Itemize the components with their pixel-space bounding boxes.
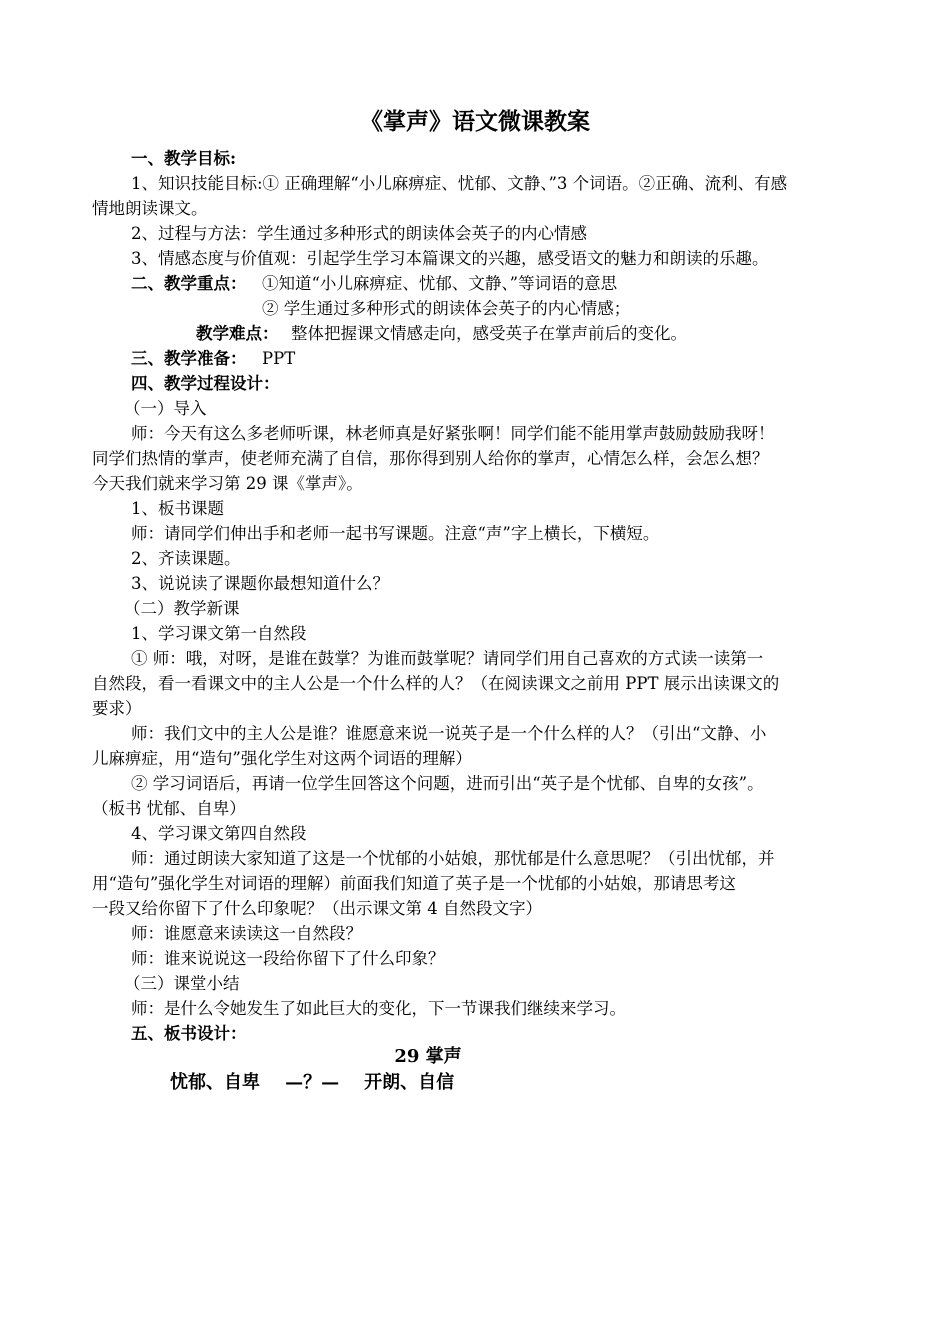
paragraph-line: 自然段，看一看课文中的主人公是一个什么样的人？（在阅读课文之前用 PPT 展示出读课文的 — [92, 674, 780, 693]
paragraph-line: 3、情感态度与价值观：引起学生学习本篇课文的兴趣，感受语文的魅力和朗读的乐趣。 — [131, 249, 769, 268]
paragraph-line: 师：今天有这么多老师听课，林老师真是好紧张啊！同学们能不能用掌声鼓励鼓励我呀！ — [131, 424, 775, 443]
section-heading-key-points: 二、教学重点： — [131, 274, 247, 293]
paragraph-line: 师：是什么令她发生了如此巨大的变化，下一节课我们继续来学习。 — [131, 999, 626, 1018]
paragraph-line: （板书 忧郁、自卑） — [92, 799, 246, 818]
paragraph-line: 同学们热情的掌声，使老师充满了自信，那你得到别人给你的掌声，心情怎么样，会怎么想？ — [92, 449, 769, 468]
paragraph-line: ② 学生通过多种形式的朗读体会英子的内心情感； — [262, 299, 631, 318]
section-heading-process: 四、教学过程设计： — [131, 374, 280, 393]
paragraph-line: 1、知识技能目标:① 正确理解“小儿麻痹症、忧郁、文静、”3 个词语。②正确、流利、有感 — [131, 174, 788, 193]
paragraph-line: 一段又给你留下了什么印象呢？（出示课文第 4 自然段文字） — [92, 899, 542, 918]
section-heading-difficulties: 教学难点： — [196, 324, 279, 343]
subsection-heading: （二）教学新课 — [124, 599, 240, 618]
paragraph-line: 今天我们就来学习第 29 课《掌声》。 — [92, 474, 363, 493]
document-title: 《掌声》语文微课教案 — [360, 108, 590, 135]
paragraph-line: 2、齐读课题。 — [131, 549, 241, 568]
subsection-heading: （一）导入 — [124, 399, 207, 418]
paragraph-line: 1、学习课文第一自然段 — [131, 624, 307, 643]
subsection-heading: （三）课堂小结 — [124, 974, 240, 993]
paragraph-line: 师：我们文中的主人公是谁？谁愿意来说一说英子是一个什么样的人？（引出“文静、小 — [131, 724, 767, 743]
paragraph-line: 1、板书课题 — [131, 499, 224, 518]
board-line: 忧郁、自卑 —？— 开朗、自信 — [170, 1072, 455, 1093]
paragraph-line: 2、过程与方法：学生通过多种形式的朗读体会英子的内心情感 — [131, 224, 587, 243]
paragraph-line: 情地朗读课文。 — [92, 199, 208, 218]
paragraph-line: 整体把握课文情感走向，感受英子在掌声前后的变化。 — [291, 324, 687, 343]
paragraph-line: 4、学习课文第四自然段 — [131, 824, 307, 843]
paragraph-line: ② 学习词语后，再请一位学生回答这个问题，进而引出“英子是个忧郁、自卑的女孩”。 — [131, 774, 764, 793]
paragraph-line: ① 师：哦，对呀，是谁在鼓掌？为谁而鼓掌呢？请同学们用自己喜欢的方式读一读第一 — [131, 649, 764, 668]
section-heading-board-design: 五、板书设计： — [131, 1024, 247, 1043]
paragraph-line: ①知道“小儿麻痹症、忧郁、文静、”等词语的意思 — [262, 274, 618, 293]
section-heading-preparation: 三、教学准备： — [131, 349, 247, 368]
paragraph-line: 用“造句”强化学生对词语的理解）前面我们知道了英子是一个忧郁的小姑娘，那请思考这 — [92, 874, 736, 893]
paragraph-line: 师：谁愿意来读读这一自然段？ — [131, 924, 362, 943]
board-title: 29 掌声 — [394, 1046, 462, 1067]
paragraph-line: 要求） — [92, 699, 142, 718]
paragraph-line: 师：通过朗读大家知道了这是一个忧郁的小姑娘，那忧郁是什么意思呢？（引出忧郁，并 — [131, 849, 775, 868]
section-heading-objectives: 一、教学目标: — [131, 149, 237, 168]
paragraph-line: PPT — [262, 349, 296, 368]
paragraph-line: 3、说说读了课题你最想知道什么？ — [131, 574, 389, 593]
paragraph-line: 儿麻痹症，用“造句”强化学生对这两个词语的理解） — [92, 749, 472, 768]
paragraph-line: 师：请同学们伸出手和老师一起书写课题。注意“声”字上横长，下横短。 — [131, 524, 660, 543]
paragraph-line: 师：谁来说说这一段给你留下了什么印象？ — [131, 949, 445, 968]
